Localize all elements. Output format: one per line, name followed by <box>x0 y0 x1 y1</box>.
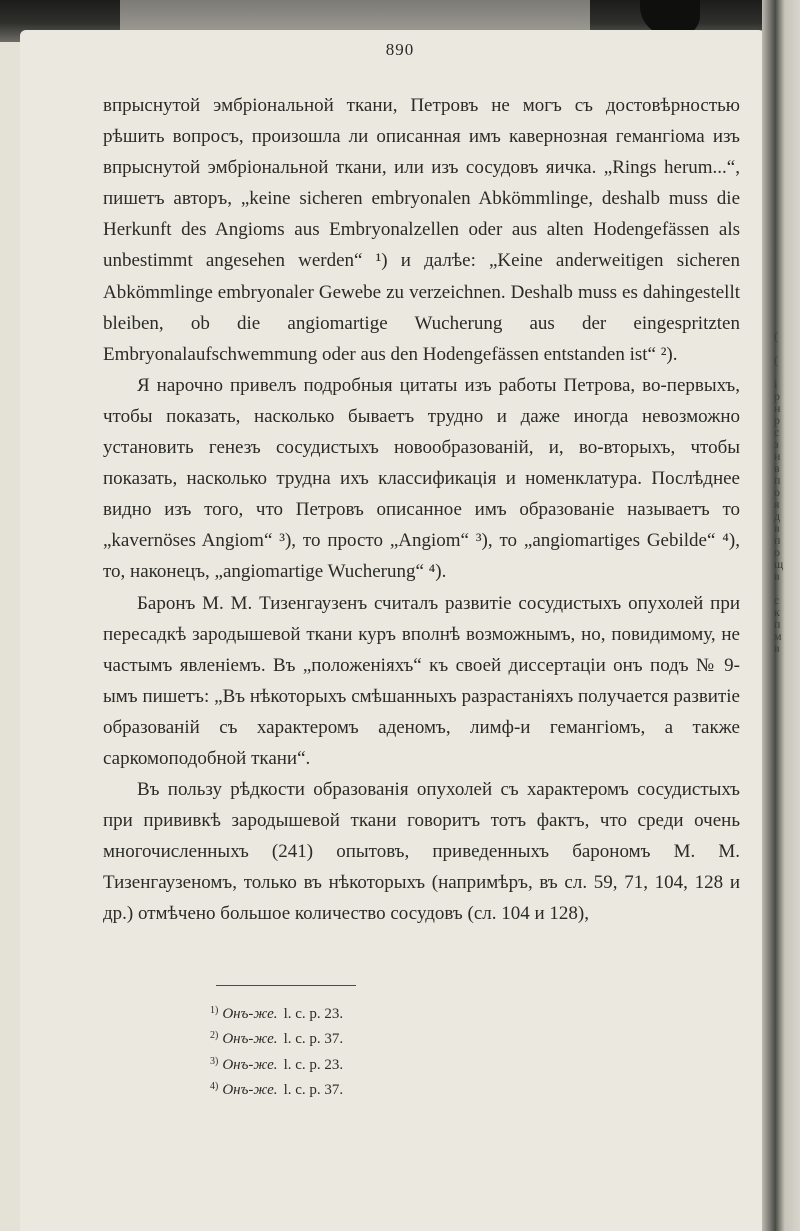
main-text <box>103 90 740 930</box>
footnote-ref: l. c. p. 37. <box>283 1031 344 1048</box>
adjacent-page-letters: ( ( і р н р с з и в п о я д в п о щ в с к п м в <box>774 329 784 655</box>
footnote-author: Онъ-же. <box>222 1031 278 1048</box>
paragraph: Я нарочно привелъ подробныя цитаты изъ работы Петрова, во-первыхъ, чтобы показать, насколько бываетъ трудно и даже иногда невозможно установить генезъ сосудистыхъ новообразованій, и, во-вторыхъ, чтобы показать, насколько трудна ихъ классификація и номенклатура. Послѣднее видно изъ того, что Петровъ описанное имъ образованіе называетъ то „kavernöses Angiom“ ³), то просто „Angiom“ ³), то „angiomartiges Gebilde“ ⁴), то, наконецъ, „angiomartige Wucherung“ ⁴). <box>103 374 740 583</box>
footnote-author: Онъ-же. <box>222 1056 278 1073</box>
footnote <box>210 1076 610 1101</box>
book-spine-edge <box>762 0 800 1231</box>
footnote-separator <box>216 985 356 986</box>
paragraph: Въ пользу рѣдкости образованія опухолей съ характеромъ сосудистыхъ при прививкѣ зародышевой ткани говоритъ тотъ фактъ, что среди очень многочисленныхъ (241) опытовъ, приведенныхъ барономъ М. М. Тизенгаузеномъ, только въ нѣкоторыхъ (напримѣръ, въ сл. 59, 71, 104, 128 и др.) отмѣчено большое количество сосудовъ (сл. 104 и 128), <box>103 779 740 925</box>
footnote-mark: 1) <box>210 1005 219 1016</box>
footnote-ref: l. c. p. 37. <box>283 1082 344 1099</box>
footnote-mark: 4) <box>210 1081 219 1093</box>
footnote-ref: l. c. p. 23. <box>283 1056 344 1073</box>
paragraph: Баронъ М. М. Тизенгаузенъ считалъ развитіе сосудистыхъ опухолей при пересадкѣ зародышевой ткани куръ вполнѣ возможнымъ, но, повидимому, не частымъ явленіемъ. Въ „положеніяхъ“ къ своей диссертаціи онъ подъ № 9-ымъ пишетъ: „Въ нѣкоторыхъ смѣшанныхъ разрастаніяхъ получается развитіе образованій съ характеромъ аденомъ, лимф-и гемангіомъ, а также саркомоподобной ткани“. <box>103 592 740 769</box>
paragraph: впрыснутой эмбріональной ткани, Петровъ не могъ съ достовѣрностью рѣшить вопросъ, произошла ли описанная имъ кавернозная гемангіома изъ впрыснутой эмбріональной ткани, или изъ сосудовъ яичка. „Rings herum...“, пишетъ авторъ, „keine sicheren embryonalen Abkömmlinge, deshalb muss die Herkunft des Angioms aus Embryonalzellen oder aus alten Hodengefässen als unbestimmt angesehen werden“ ¹) и далѣе: „Keine anderweitigen sicheren Abkömmlinge embryonaler Gewebe zu verzeichnen. Deshalb muss es dahingestellt bleiben, ob die angiomartige Wucherung aus der eingespritzten Embryonalaufschwemmung oder aus den Hodengefässen entstanden ist“ ²). <box>103 95 740 365</box>
footnote <box>210 1000 610 1025</box>
footnote-ref: l. c. p. 23. <box>283 1006 344 1022</box>
footnote-mark: 2) <box>210 1030 219 1042</box>
footnote-author: Онъ-же. <box>222 1006 278 1022</box>
footnote-mark: 3) <box>210 1055 219 1067</box>
footnote-author: Онъ-же. <box>222 1082 278 1099</box>
footnotes <box>210 1000 610 1102</box>
footnote <box>210 1051 610 1076</box>
page-number: 890 <box>385 40 415 59</box>
footnote <box>210 1025 610 1050</box>
